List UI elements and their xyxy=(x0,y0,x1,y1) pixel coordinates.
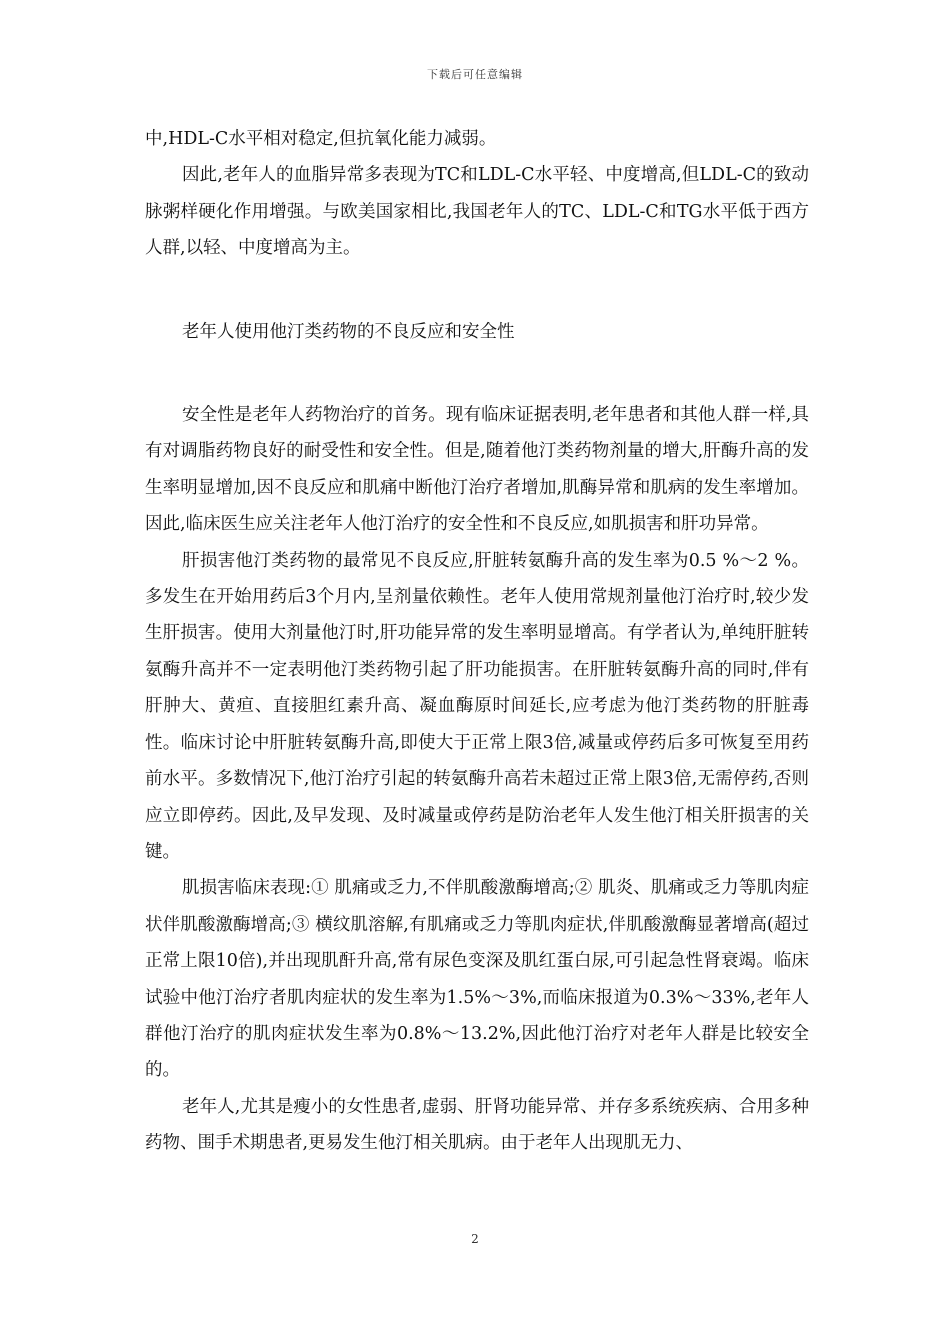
paragraph-liver-damage: 肝损害他汀类药物的最常见不良反应,肝脏转氨酶升高的发生率为0.5 %～2 %。多发生在开始用药后3个月内,呈剂量依赖性。老年人使用常规剂量他汀治疗时,较少发生肝损害。使用大剂量他汀时,肝功能异常的发生率明显增高。有学者认为,单纯肝脏转氨酶升高并不一定表明他汀类药物引起了肝功能损害。在肝脏转氨酶升高的同时,伴有肝肿大、黄疸、直接胆红素升高、凝血酶原时间延长,应考虑为他汀类药物的肝脏毒性。临床讨论中肝脏转氨酶升高,即使大于正常上限3倍,减量或停药后多可恢复至用药前水平。多数情况下,他汀治疗引起的转氨酶升高若未超过正常上限3倍,无需停药,否则应立即停药。因此,及早发现、及时减量或停药是防治老年人发生他汀相关肝损害的关键。 xyxy=(145,550,809,862)
paragraph-safety: 安全性是老年人药物治疗的首务。现有临床证据表明,老年患者和其他人群一样,具有对调脂药物良好的耐受性和安全性。但是,随着他汀类药物剂量的增大,肝酶升高的发生率明显增加,因不良反应和肌痛中断他汀治疗者增加,肌酶异常和肌病的发生率增加。因此,临床医生应关注老年人他汀治疗的安全性和不良反应,如肌损害和肝功异常。 xyxy=(145,405,809,535)
paragraph-muscle-damage: 肌损害临床表现:① 肌痛或乏力,不伴肌酸激酶增高;② 肌炎、肌痛或乏力等肌肉症状伴肌酸激酶增高;③ 横纹肌溶解,有肌痛或乏力等肌肉症状,伴肌酸激酶显著增高(超过正常上限10倍),并出现肌酐升高,常有尿色变深及肌红蛋白尿,可引起急性肾衰竭。临床试验中他汀治疗者肌肉症状的发生率为1.5%～3%,而临床报道为0.3%～33%,老年人群他汀治疗的肌肉症状发生率为0.8%～13.2%,因此他汀治疗对老年人群是比较安全的。 xyxy=(145,878,809,1081)
section-heading: 老年人使用他汀类药物的不良反应和安全性 xyxy=(182,321,515,342)
document-body xyxy=(145,121,809,1162)
paragraph-lipid-summary: 因此,老年人的血脂异常多表现为TC和LDL-C水平轻、中度增高,但LDL-C的致动脉粥样硬化作用增强。与欧美国家相比,我国老年人的TC、LDL-C和TG水平低于西方人群,以轻、中度增高为主。 xyxy=(145,165,809,259)
spacer xyxy=(145,267,809,314)
spacer xyxy=(145,350,809,397)
paragraph-continuation: 中,HDL-C水平相对稳定,但抗氧化能力减弱。 xyxy=(145,129,497,149)
page-header: 下载后可任意编辑 xyxy=(427,68,523,81)
page-number: 2 xyxy=(471,1232,479,1246)
paragraph-risk-groups: 老年人,尤其是瘦小的女性患者,虚弱、肝肾功能异常、并存多系统疾病、合用多种药物、围手术期患者,更易发生他汀相关肌病。由于老年人出现肌无力、 xyxy=(145,1096,809,1154)
